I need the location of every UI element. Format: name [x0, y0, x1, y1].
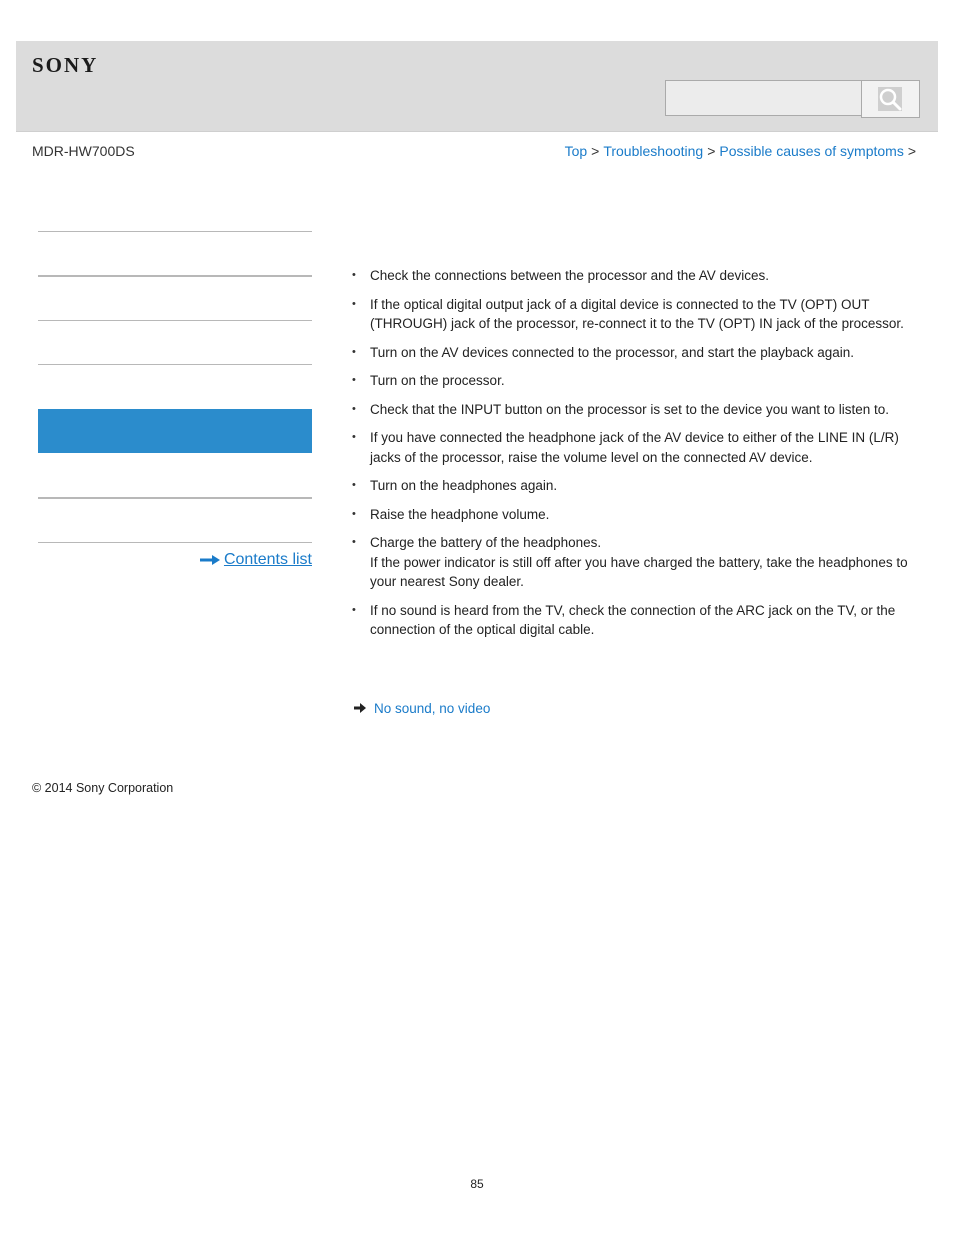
- sidebar-divider: [38, 498, 312, 499]
- breadcrumb-top-link[interactable]: Top: [564, 143, 588, 159]
- remedy-list: [352, 266, 918, 640]
- model-name: MDR-HW700DS: [32, 143, 135, 159]
- search-button[interactable]: [861, 80, 920, 118]
- list-item: [352, 533, 918, 592]
- main-content: [352, 266, 918, 649]
- arrow-right-icon: [200, 555, 220, 565]
- breadcrumb-separator: >: [707, 143, 716, 159]
- list-item: • If no sound is heard from the TV, check the connection of the ARC jack on the TV, or the connection of the optical digital cable.: [352, 601, 918, 640]
- list-item-note: If the power indicator is still off after you have charged the battery, take the headphones to your nearest Sony dealer.: [370, 554, 908, 589]
- contents-list-label: Contents list: [223, 551, 312, 568]
- breadcrumb-separator: >: [907, 143, 916, 159]
- breadcrumb-possible-causes-link[interactable]: Possible causes of symptoms: [719, 143, 904, 159]
- sidebar-divider: [38, 276, 312, 277]
- sidebar-divider: [38, 542, 312, 543]
- breadcrumb-troubleshooting-link[interactable]: Troubleshooting: [603, 143, 704, 159]
- sidebar-divider: [38, 364, 312, 365]
- list-item: • Turn on the processor.: [352, 371, 918, 391]
- list-item: • If you have connected the headphone jack of the AV device to either of the LINE IN (L/R) jacks of the processor, raise the volume level on the connected AV device.: [352, 428, 918, 467]
- search-icon: [878, 87, 902, 111]
- sidebar-item-active[interactable]: [38, 409, 312, 453]
- list-item: • If the optical digital output jack of a digital device is connected to the TV (OPT) OUT (THROUGH) jack of the processor, re-connect it to the TV (OPT) IN jack of the processor.: [352, 295, 918, 334]
- list-item: • Check that the INPUT button on the processor is set to the device you want to listen to.: [352, 400, 918, 420]
- copyright: © 2014 Sony Corporation: [32, 781, 174, 795]
- contents-list-link[interactable]: [200, 551, 312, 569]
- list-item: • Turn on the AV devices connected to the processor, and start the playback again.: [352, 343, 918, 363]
- arrow-right-icon: [354, 703, 366, 713]
- header-bar: [16, 41, 938, 132]
- no-sound-no-video-link[interactable]: No sound, no video: [374, 701, 491, 716]
- search-input[interactable]: [665, 80, 861, 116]
- breadcrumb: [565, 143, 920, 159]
- list-item: • Turn on the headphones again.: [352, 476, 918, 496]
- list-item: • Raise the headphone volume.: [352, 505, 918, 525]
- page-number: 85: [470, 1177, 484, 1191]
- sidebar-divider: [38, 231, 312, 232]
- breadcrumb-separator: >: [591, 143, 600, 159]
- related-topic: [354, 701, 490, 716]
- sony-logo: SONY: [32, 53, 99, 77]
- list-item-text: Charge the battery of the headphones.: [370, 535, 602, 550]
- list-item: • Check the connections between the processor and the AV devices.: [352, 266, 918, 286]
- sidebar-divider: [38, 320, 312, 321]
